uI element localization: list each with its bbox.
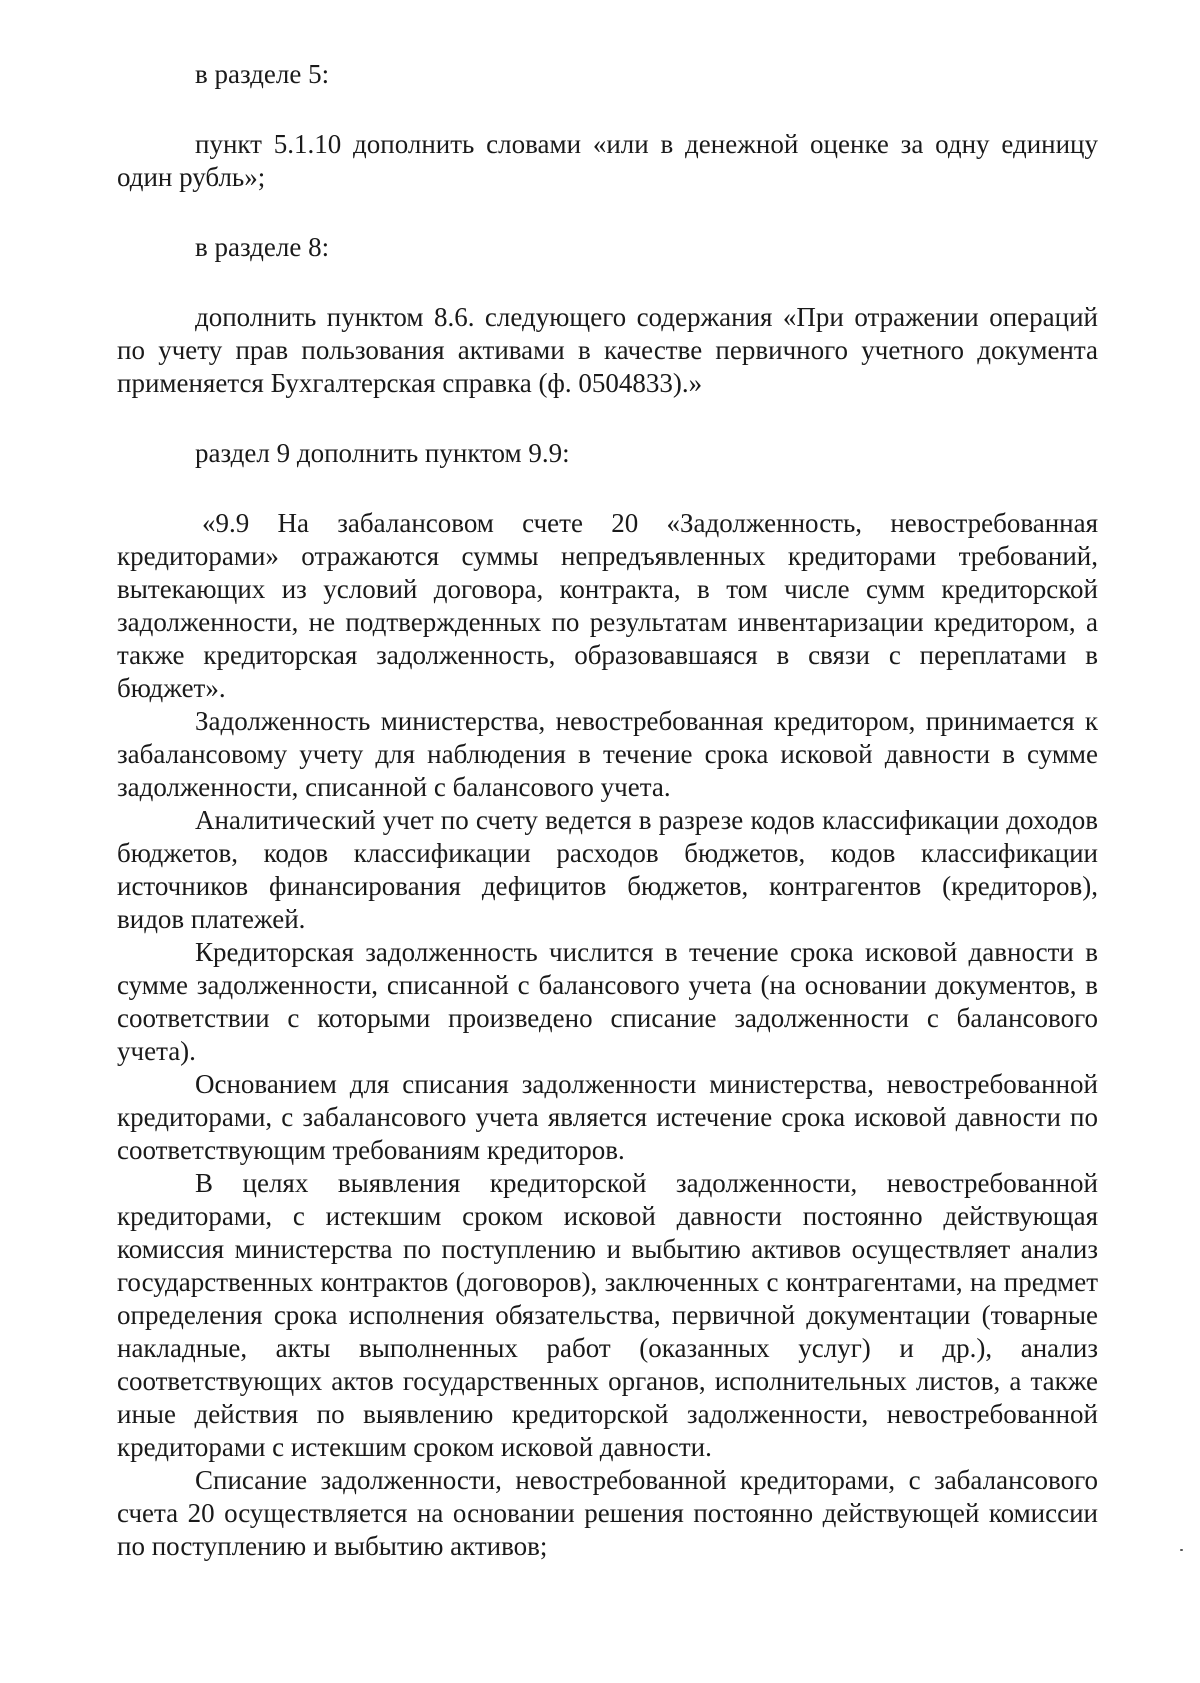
paragraph-debt-acceptance: Задолженность министерства, невостребованная кредитором, принимается к забалансовому учету для наблюдения в течение срока исковой давности в сумме задолженности, списанной с балансового учета.: [117, 706, 1098, 802]
item-9-9-text: «9.9 На забалансовом счете 20 «Задолженность, невостребованная кредиторами» отражаются суммы непредъявленных кредиторами требований, вытекающих из условий договора, контракта, в том числе сумм кредиторской задолженности, не подтвержденных по результатам инвентаризации кредитором, а также кредиторская задолженность, образовавшаяся в связи с переплатами в бюджет».: [117, 508, 1098, 703]
item-8-6-amendment: дополнить пунктом 8.6. следующего содержания «При отражении операций по учету прав пользования активами в качестве первичного учетного документа применяется Бухгалтерская справка (ф. 0504833).»: [117, 302, 1098, 398]
paragraph-write-off-basis: Основанием для списания задолженности министерства, невостребованной кредиторами, с забалансового учета является истечение срока исковой давности по соответствующим требованиям кредиторов.: [117, 1069, 1098, 1165]
paragraph-write-off-procedure: Списание задолженности, невостребованной кредиторами, с забалансового счета 20 осуществляется на основании решения постоянно действующей комиссии по поступлению и выбытию активов;: [117, 1465, 1098, 1561]
paragraph-commission-analysis: В целях выявления кредиторской задолженности, невостребованной кредиторами, с истекшим сроком исковой давности постоянно действующая комиссия министерства по поступлению и выбытию активов осуществляет анализ государственных контрактов (договоров), заключенных с контрагентами, на предмет определения срока исполнения обязательства, первичной документации (товарные накладные, акты выполненных работ (оказанных услуг) и др.), анализ соответствующих актов государственных органов, исполнительных листов, а также иные действия по выявлению кредиторской задолженности, невостребованной кредиторами с истекшим сроком исковой давности.: [117, 1168, 1098, 1462]
scan-artifact: [1180, 1549, 1183, 1551]
paragraph-debt-listing: Кредиторская задолженность числится в течение срока исковой давности в сумме задолженности, списанной с балансового учета (на основании документов, в соответствии с которыми произведено списание задолженности с балансового учета).: [117, 937, 1098, 1066]
document-body: [117, 58, 1098, 1563]
paragraph-analytical-accounting: Аналитический учет по счету ведется в разрезе кодов классификации доходов бюджетов, кодов классификации расходов бюджетов, кодов классификации источников финансирования дефицитов бюджетов, контрагентов (кредиторов), видов платежей.: [117, 805, 1098, 934]
item-5-1-10-amendment: пункт 5.1.10 дополнить словами «или в денежной оценке за одну единицу один рубль»;: [117, 129, 1098, 192]
section-8-heading: в разделе 8:: [195, 232, 330, 262]
section-5-heading: в разделе 5:: [195, 59, 330, 89]
section-9-heading: раздел 9 дополнить пунктом 9.9:: [195, 438, 570, 468]
